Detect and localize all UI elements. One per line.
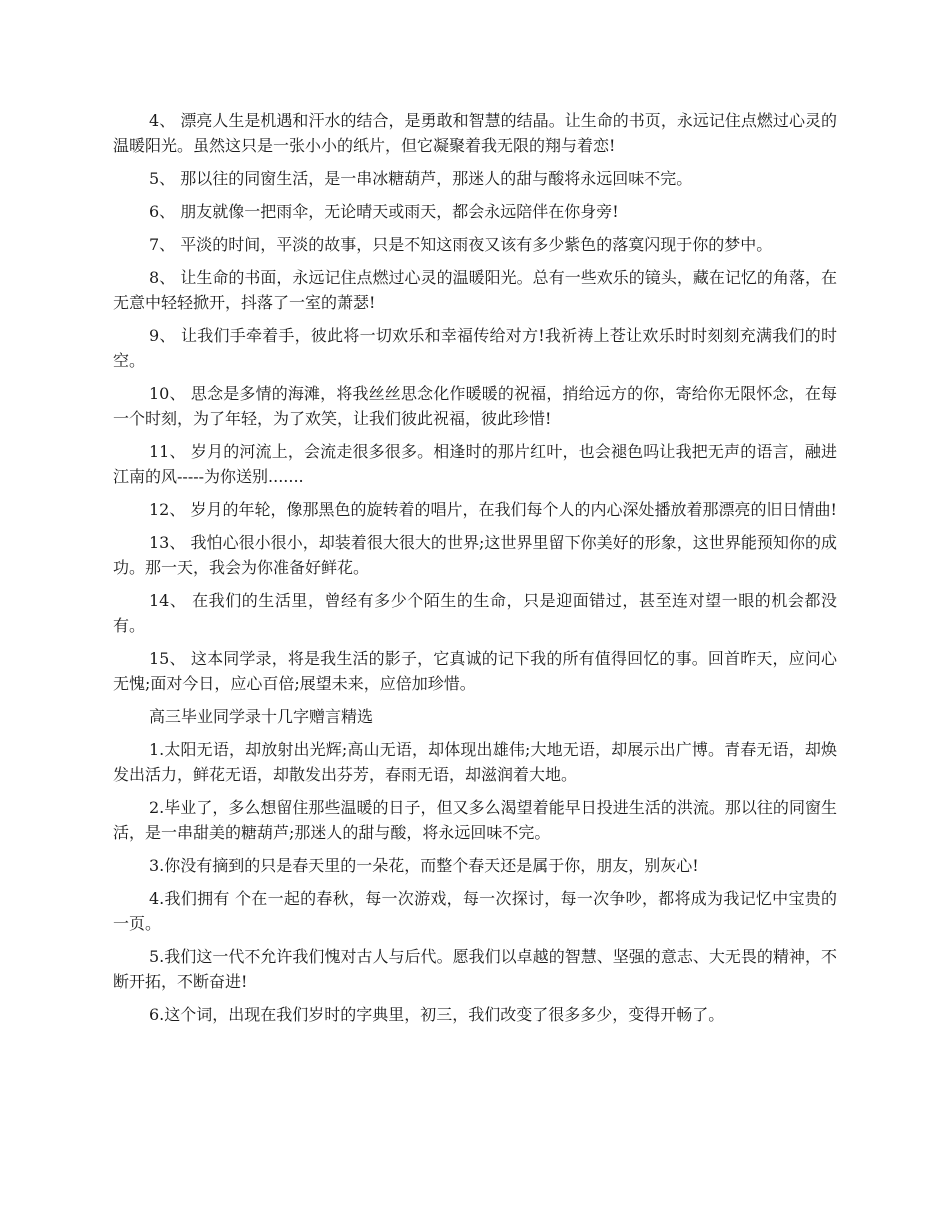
paragraph-10: 10、 思念是多情的海滩，将我丝丝思念化作暖暖的祝福，捎给远方的你，寄给你无限怀念，在每一个时刻，为了年轻，为了欢笑，让我们彼此祝福，彼此珍惜!: [113, 384, 837, 428]
paragraph-15: 15、 这本同学录，将是我生活的影子，它真诚的记下我的所有值得回忆的事。回首昨天，应问心无愧;面对今日，应心百倍;展望未来，应倍加珍惜。: [113, 649, 837, 693]
paragraph-13: 13、 我怕心很小很小，却装着很大很大的世界;这世界里留下你美好的形象，这世界能预知你的成功。那一天，我会为你准备好鲜花。: [113, 533, 837, 577]
section-paragraph-3: 3.你没有摘到的只是春天里的一朵花，而整个春天还是属于你，朋友，别灰心!: [149, 856, 699, 875]
section-paragraph-6: 6.这个词，出现在我们岁时的字典里，初三，我们改变了很多多少，变得开畅了。: [149, 1005, 725, 1024]
paragraph-7: 7、 平淡的时间，平淡的故事，只是不知这雨夜又该有多少紫色的落寞闪现于你的梦中。: [149, 235, 773, 254]
paragraph-9: 9、 让我们手牵着手，彼此将一切欢乐和幸福传给对方!我祈祷上苍让欢乐时时刻刻充满我们的时空。: [113, 326, 837, 370]
paragraph-11: 11、 岁月的河流上，会流走很多很多。相逢时的那片红叶，也会褪色吗让我把无声的语言，融进江南的风-----为你送别.......: [113, 442, 837, 486]
paragraph-8: 8、 让生命的书面，永远记住点燃过心灵的温暖阳光。总有一些欢乐的镜头，藏在记忆的角落，在无意中轻轻掀开，抖落了一室的萧瑟!: [113, 268, 837, 312]
section-paragraph-2: 2.毕业了，多么想留住那些温暖的日子，但又多么渴望着能早日投进生活的洪流。那以往的同窗生活，是一串甜美的糖葫芦;那迷人的甜与酸，将永远回味不完。: [113, 798, 837, 842]
paragraph-5: 5、 那以往的同窗生活，是一串冰糖葫芦，那迷人的甜与酸将永远回味不完。: [149, 169, 693, 188]
section-title: 高三毕业同学录十几字赠言精选: [149, 707, 374, 726]
paragraph-14: 14、 在我们的生活里，曾经有多少个陌生的生命，只是迎面错过，甚至连对望一眼的机会都没有。: [113, 591, 837, 635]
section-paragraph-5: 5.我们这一代不允许我们愧对古人与后代。愿我们以卓越的智慧、坚强的意志、大无畏的精神，不断开拓，不断奋进!: [113, 947, 837, 991]
paragraph-6: 6、 朋友就像一把雨伞，无论晴天或雨天，都会永远陪伴在你身旁!: [149, 202, 619, 221]
section-paragraph-1: 1.太阳无语，却放射出光辉;高山无语，却体现出雄伟;大地无语，却展示出广博。青春无语，却焕发出活力，鲜花无语，却散发出芬芳，春雨无语，却滋润着大地。: [113, 740, 837, 784]
paragraph-4: 4、 漂亮人生是机遇和汗水的结合，是勇敢和智慧的结晶。让生命的书页，永远记住点燃过心灵的温暖阳光。虽然这只是一张小小的纸片，但它凝聚着我无限的翔与着恋!: [113, 111, 837, 155]
section-paragraph-4: 4.我们拥有 个在一起的春秋，每一次游戏，每一次探讨，每一次争吵，都将成为我记忆中宝贵的一页。: [113, 889, 837, 933]
paragraph-12: 12、 岁月的年轮，像那黑色的旋转着的唱片，在我们每个人的内心深处播放着那漂亮的旧日情曲!: [149, 500, 837, 519]
document-body: [113, 108, 837, 1035]
